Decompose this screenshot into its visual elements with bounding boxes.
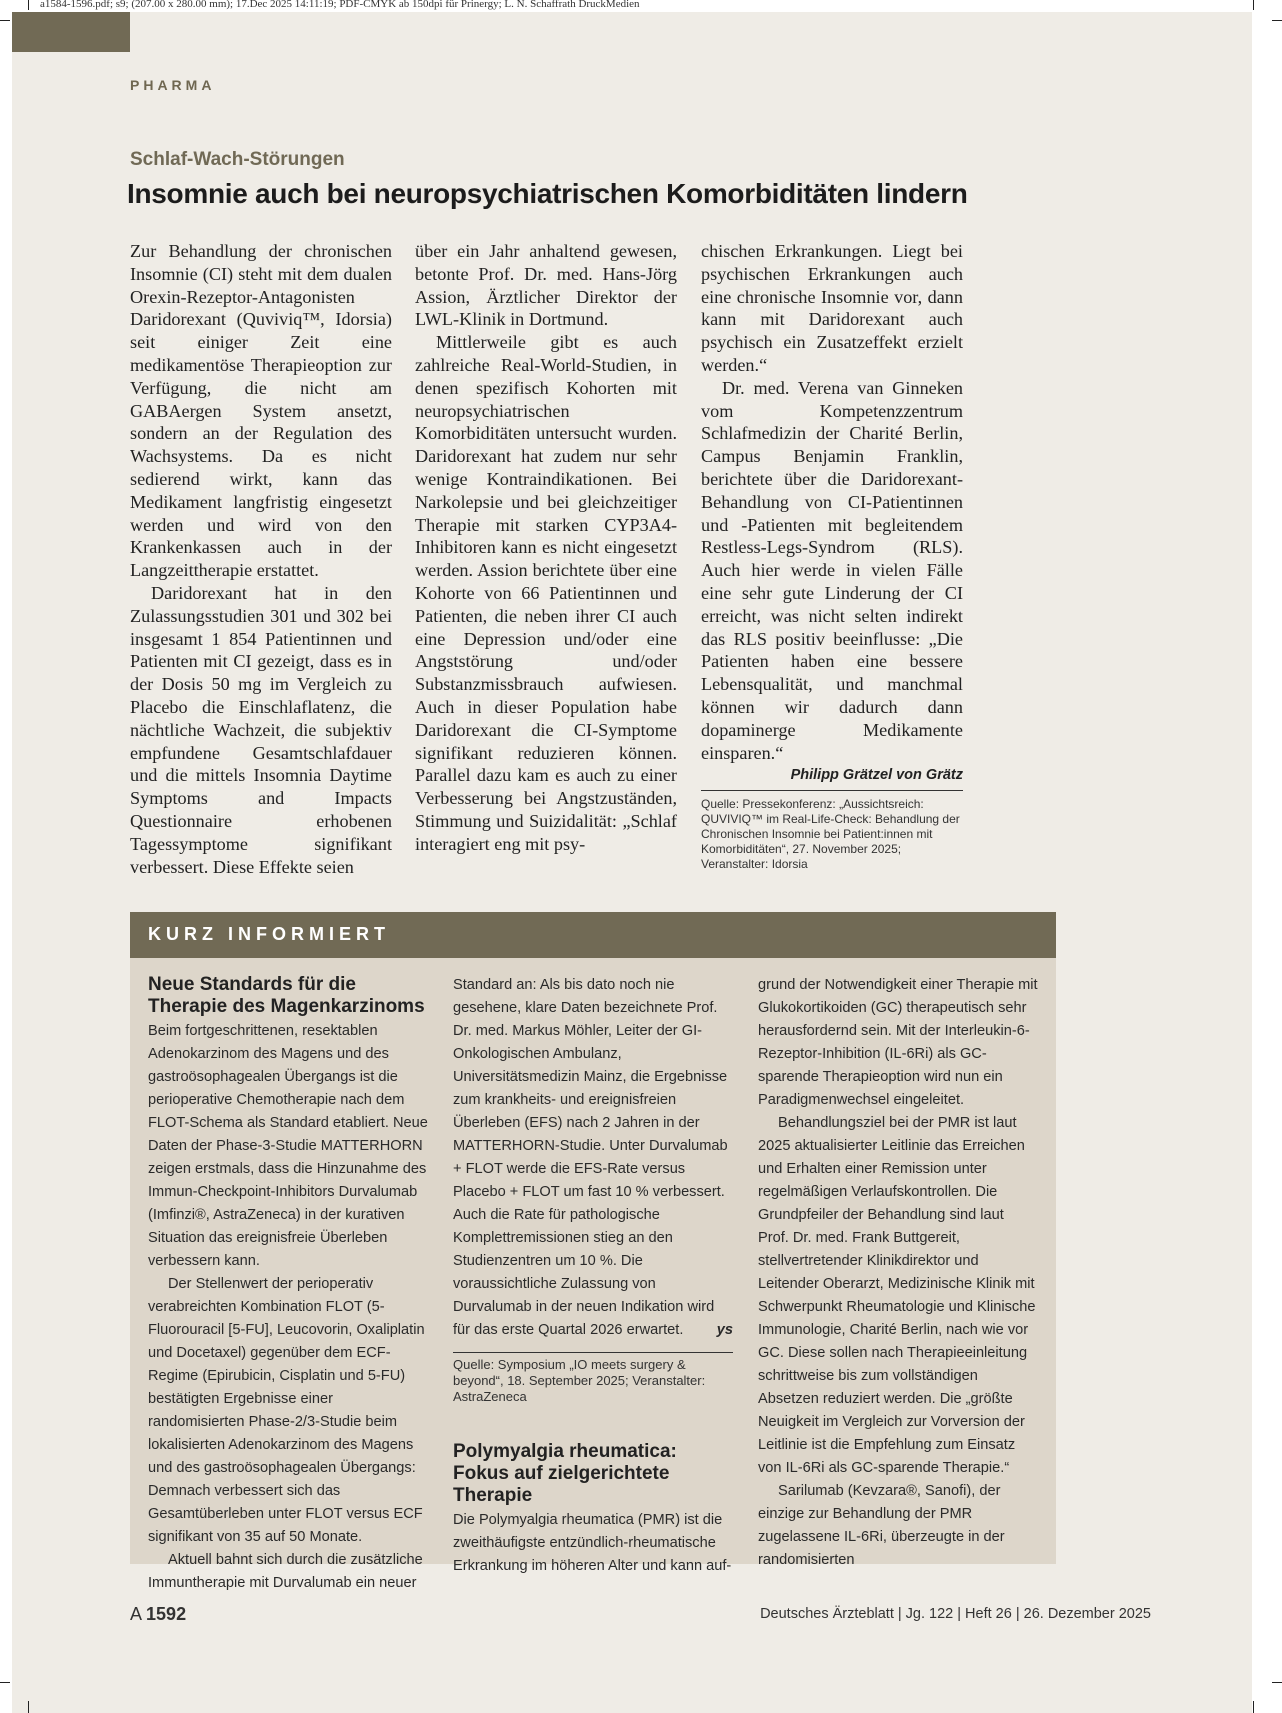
paragraph: Sarilumab (Kevzara®, Sanofi), der einzige zur Behandlung der PMR zugelassene IL-6Ri, überzeugte in der randomisierten [758,1483,1005,1568]
item-source: Quelle: Symposium „IO meets surgery & beyond“, 18. September 2025; Veranstalter: AstraZeneca [453,1357,706,1404]
crop-mark [1272,1682,1282,1683]
paragraph: chischen Erkrankungen. Liegt bei psychischen Erkrankungen auch eine chronische Insomnie vor, dann kann mit Daridorexant auch psychisch ein Zusatzeffekt erzielt werden.“ [701,241,963,375]
paragraph: über ein Jahr anhaltend gewesen, betonte Prof. Dr. med. Hans-Jörg Assion, Ärztlicher Direktor der LWL-Klinik in Dortmund. [415,241,677,330]
paragraph: Mittlerweile gibt es auch zahlreiche Real-World-Studien, in denen spezifisch Kohorten mit neuropsychiatrischen Komorbiditäten untersucht wurden. Daridorexant hat zudem nur sehr wenige Kontraindikationen. Bei Narkolepsie und bei gleichzeitiger Therapie mit starken CYP3A4-Inhibitoren kann es nicht eingesetzt werden. Assion berichtete über eine Kohorte von 66 Patientinnen und Patienten, die neben ihrer CI auch eine Depression und/oder eine Angststörung und/oder Substanzmissbrauch aufwiesen. Auch in dieser Population habe Daridorexant die CI-Symptome signifikant reduzieren können. Parallel dazu kam es auch zu einer Verbesserung bei Angstzuständen, Stimmung und Suizidalität: „Schlaf interagiert eng mit psy- [415,332,677,854]
spacer [453,1405,733,1441]
box-header [130,912,1056,958]
kurz-informiert-box [130,912,1056,1591]
paragraph: Zur Behandlung der chronischen Insomnie (CI) steht mit dem dualen Orexin-Rezeptor-Antagonisten Daridorexant (Quviviq™, Idorsia) seit einiger Zeit eine medikamentöse Therapieoption zur Verfügung, die nicht am GABAergen System ansetzt, sondern an der Regulation des Wachsystems. Da es nicht sedierend wirkt, kann das Medikament langfristig eingesetzt werden und wird von den Krankenkassen auch in der Langzeittherapie erstattet. [130,241,392,581]
source-divider [701,790,963,791]
crop-mark [0,20,10,21]
print-metadata-line: a1584-1596.pdf; s9; (207.00 x 280.00 mm); 17.Dec 2025 14:11:19; PDF-CMYK ab 150dpi für Prinergy; L. N. Schaffrath DruckMedien [40,0,640,10]
page-number-value: 1592 [146,1604,187,1624]
paragraph: Daridorexant hat in den Zulassungsstudien 301 und 302 bei insgesamt 1 854 Patientinnen und Patienten mit CI gezeigt, dass es in der Dosis 50 mg im Vergleich zu Placebo die Einschlaflatenz, die nächtliche Wachzeit, die subjektiv empfundene Gesamtschlafdauer und die mittels Insomnia Daytime Symptoms and Impacts Questionnaire erhobenen Tagessymptome signifikant verbessert. Diese Effekte seien [130,582,392,877]
page-number [130,1604,186,1625]
box-column-2 [453,974,733,1578]
paragraph: Behandlungsziel bei der PMR ist laut 2025 aktualisierter Leitlinie das Erreichen und Erhalten einer Remission unter regelmäßigen Verlaufskontrollen. Die Grundpfeiler der Behandlung sind laut Prof. Dr. med. Frank Buttgereit, stellvertretender Klinikdirektor und Leitender Oberarzt, Medizinische Klinik mit Schwerpunkt Rheumatologie und Klinische Immunologie, Charité Berlin, nach wie vor GC. Diese sollen nach Therapieeinleitung schrittweise bis zum vollständigen Absetzen reduziert werden. Die „größte Neuigkeit im Vergleich zur Vorversion der Leitlinie ist die Empfehlung zum Einsatz von IL-6Ri als GC-sparende Therapie.“ [758,1115,1036,1476]
item-title: Neue Standards für die Therapie des Magenkarzinoms [148,974,425,1017]
article-column-3 [701,240,963,787]
section-color-tab [12,12,130,52]
paragraph: Die Polymyalgia rheumatica (PMR) ist die zweithäufigste entzündlich-rheumatische Erkrankung im höheren Alter und kann auf- [453,1512,732,1574]
crop-mark [1253,1701,1254,1713]
box-title: KURZ INFORMIERT [148,924,390,944]
paragraph-text: Standard an: Als bis dato noch nie gesehene, klare Daten bezeichnete Prof. Dr. med. Markus Möhler, Leiter der GI-Onkologischen Ambulanz, Universitätsmedizin Mainz, die Ergebnisse zum krankheits- und ereignisfreien Überleben (EFS) nach 2 Jahren in der MATTERHORN-Studie. Unter Durvalumab + FLOT werde die EFS-Rate versus Placebo + FLOT um fast 10 % verbessert. Auch die Rate für pathologische Komplettremissionen stieg an den Studienzentren um 10 %. Die voraussichtliche Zulassung von Durvalumab in der neuen Indikation wird für das erste Quartal 2026 erwartet. [453,977,728,1338]
crop-mark [1272,20,1282,21]
article-headline: Insomnie auch bei neuropsychiatrischen Komorbiditäten lindern [127,178,968,209]
box-column-1 [148,974,428,1595]
article-author: Philipp Grätzel von Grätz [790,767,963,784]
paragraph [453,974,733,1342]
box-column-3 [758,974,1038,1572]
paragraph: Beim fortgeschrittenen, resektablen Adenokarzinom des Magens und des gastroösophagealen Übergangs ist die perioperative Chemotherapie nach dem FLOT-Schema als Standard etabliert. Neue Daten der Phase-3-Studie MATTERHORN zeigen erstmals, dass die Hinzunahme des Immun-Checkpoint-Inhibitors Durvalumab (Imfinzi®, AstraZeneca) in der kurativen Situation das ereignisfreie Überleben verbessern kann. [148,1023,428,1269]
crop-mark [0,1682,10,1683]
item-author: ys [716,1322,733,1338]
section-rubric: PHARMA [130,77,216,93]
crop-mark [1253,0,1254,10]
article-kicker: Schlaf-Wach-Störungen [130,149,345,170]
paragraph: Aktuell bahnt sich durch die zusätzliche Immuntherapie mit Durvalumab ein neuer [148,1552,423,1591]
article-column-2 [415,240,677,856]
paragraph: Der Stellenwert der perioperativ verabreichten Kombination FLOT (5-Fluorouracil [5-FU], Leucovorin, Oxaliplatin und Docetaxel) gegenüber dem ECF-Regime (Epirubicin, Cisplatin und 5-FU) bestätigten Ergebnisse einer randomisierten Phase-2/3-Studie beim lokalisierten Adenokarzinom des Magens und des gastroösophagealen Übergangs: Demnach verbessert sich das Gesamtüberleben unter FLOT versus ECF signifikant von 35 auf 50 Monate. [148,1276,425,1545]
paragraph: grund der Notwendigkeit einer Therapie mit Glukokortikoiden (GC) therapeutisch sehr herausfordernd sein. Mit der Interleukin-6-Rezeptor-Inhibition (IL-6Ri) als GC-sparende Therapieoption wird nun ein Paradigmenwechsel eingeleitet. [758,977,1038,1108]
crop-mark [28,1701,29,1713]
crop-mark [28,0,29,10]
article-column-1 [130,240,392,878]
article-source: Quelle: Pressekonferenz: „Aussichtsreich: QUVIVIQ™ im Real-Life-Check: Behandlung der Chronischen Insomnie bei Patient:innen mit Komorbiditäten“, 27. November 2025; Veranstalter: Idorsia [701,797,960,871]
journal-info: Deutsches Ärzteblatt | Jg. 122 | Heft 26 | 26. Dezember 2025 [760,1606,1151,1622]
page-prefix: A [130,1604,142,1624]
paragraph: Dr. med. Verena van Ginneken vom Kompetenzzentrum Schlafmedizin der Charité Berlin, Campus Benjamin Franklin, berichtete über die Daridorexant-Behandlung von CI-Patientinnen und -Patienten mit begleitendem Restless-Legs-Syndrom (RLS). Auch hier werde in vielen Fälle eine sehr gute Linderung der CI erreicht, was nicht selten indirekt das RLS positiv beeinflusse: „Die Patienten haben eine bessere Lebensqualität, und manchmal können wir dadurch dann dopaminerge Medikamente einsparen.“ [701,377,963,763]
item-title: Polymyalgia rheumatica: Fokus auf zielgerichtete Therapie [453,1441,677,1506]
